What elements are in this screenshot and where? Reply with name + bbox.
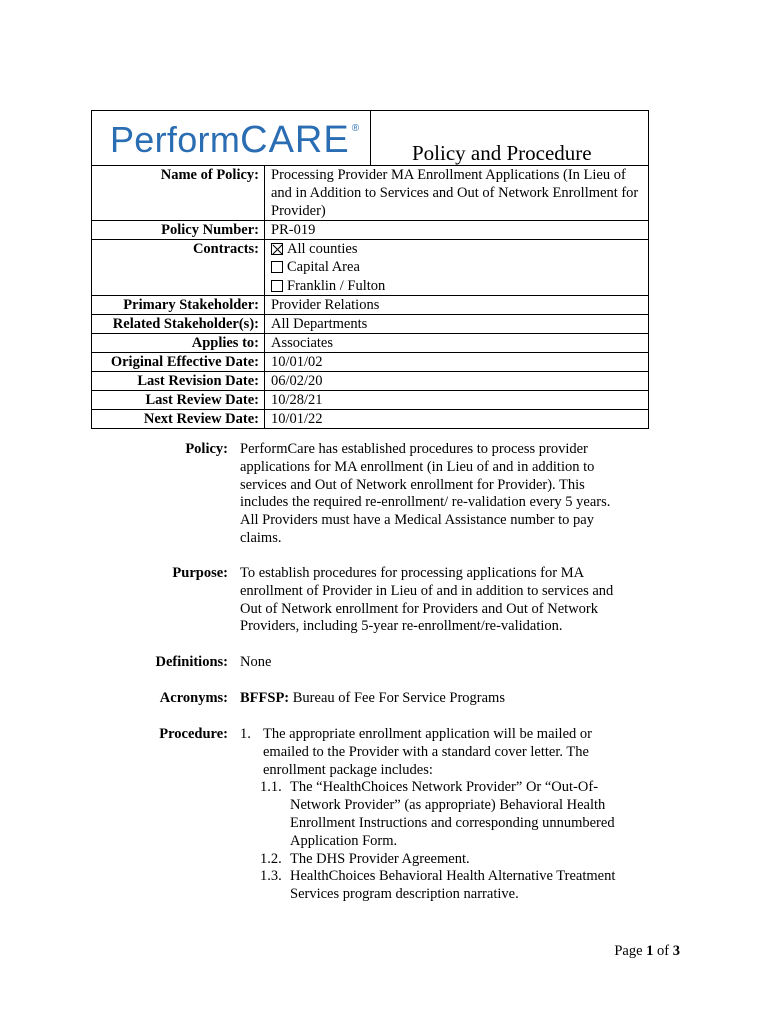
acronym-definition: Bureau of Fee For Service Programs [292,690,505,706]
revision-date-value: 06/02/20 [271,373,323,390]
procedure-item: 1. The appropriate enrollment application will be mailed or emailed to the Provider with a standard cover letter. The enrollment package includes: [240,726,592,778]
unchecked-box-icon [271,261,283,273]
applies-to-label: Applies to: [92,333,265,352]
related-stakeholders-label: Related Stakeholder(s): [92,314,265,333]
primary-stakeholder-label: Primary Stakeholder: [92,295,265,314]
procedure-subitem: 1.3. HealthChoices Behavioral Health Alternative Treatment Services program description narrative. [260,868,616,903]
purpose-text: To establish procedures for processing applications for MA enrollment of Provider in Lieu of and in addition to services and Out of Network enrollment for Providers and Out of Network Providers, including 5-year re-enrollment/re-validation. [240,565,614,635]
acronym-term: BFFSP: [240,690,290,706]
next-review-date-value: 10/01/22 [271,411,323,428]
policy-number-value: PR-019 [271,222,316,239]
effective-date-value: 10/01/02 [271,353,323,370]
related-stakeholders-value: All Departments [271,315,368,332]
procedure-subitem: 1.1. The “HealthChoices Network Provider” Or “Out-Of-Network Provider” (as appropriate) Behavioral Health Enrollment Instructions and corresponding unnumbered Application Form. [260,779,615,849]
header-table [91,110,649,165]
acronyms-label: Acronyms: [159,690,228,706]
performcare-logo: PerformCARE ® [110,119,360,161]
checked-box-icon [271,243,283,255]
applies-to-value: Associates [271,334,334,351]
effective-date-label: Original Effective Date: [92,352,265,371]
document-title: Policy and Procedure [412,141,592,165]
purpose-label: Purpose: [172,565,228,581]
review-date-value: 10/28/21 [271,392,323,409]
contracts-list [265,240,649,295]
definitions-label: Definitions: [155,654,228,670]
review-date-label: Last Review Date: [92,391,265,410]
name-of-policy-label: Name of Policy: [92,166,265,221]
procedure-list [240,726,640,904]
page-number: Page 1 of 3 [614,943,680,959]
procedure-label: Procedure: [159,726,228,742]
revision-date-label: Last Revision Date: [92,372,265,391]
acronym-entry [240,690,650,708]
policy-text: PerformCare has established procedures to process provider applications for MA enrollment (in Lieu of and in addition to services and Out of Network enrollment for Provider). This includes the required re-enrollment/ re-validation every 5 years. All Providers must have a Medical Assistance number to pay claims. [240,441,611,546]
policy-label: Policy: [185,441,228,457]
contract-option: Capital Area [271,258,648,276]
unchecked-box-icon [271,280,283,292]
primary-stakeholder-value: Provider Relations [271,296,380,313]
policy-number-label: Policy Number: [92,221,265,240]
contract-option: Franklin / Fulton [271,277,648,295]
logo-cell [92,111,371,165]
policy-metadata-table [91,165,649,429]
contracts-label: Contracts: [92,240,265,295]
next-review-date-label: Next Review Date: [92,410,265,429]
name-of-policy-value: Processing Provider MA Enrollment Applications (In Lieu of and in Addition to Services and Out of Network Enrollment for Provider) [271,167,639,220]
contract-option: All counties [271,240,648,258]
procedure-subitem: 1.2. The DHS Provider Agreement. [260,850,470,867]
definitions-text: None [240,654,272,670]
